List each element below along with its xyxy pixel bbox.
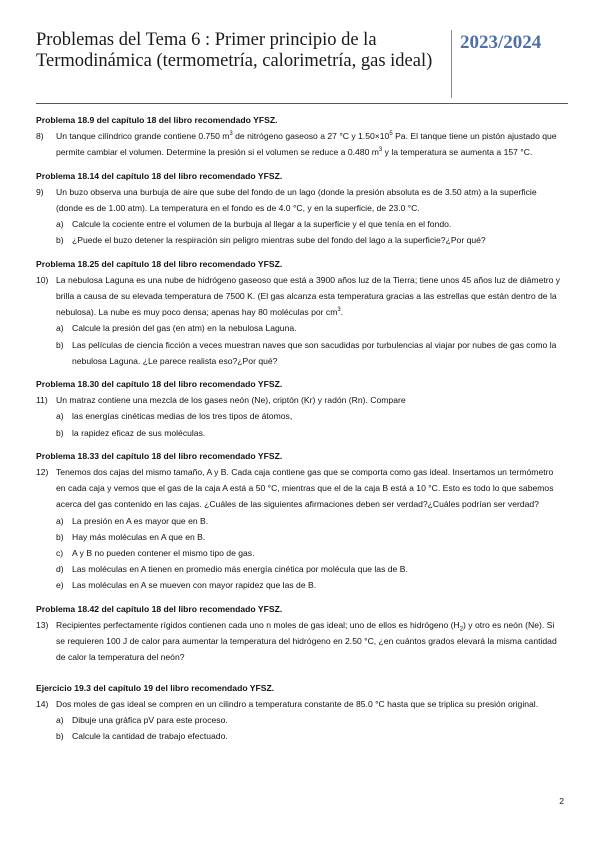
sub-label: d) xyxy=(56,564,64,575)
document-title: Problemas del Tema 6 : Primer principio de la Termodinámica (termometría, calorimetría, gas ideal) xyxy=(36,30,433,71)
sub-question xyxy=(36,320,564,336)
superscript: 3 xyxy=(337,307,341,314)
sub-text: Calcule la cantidad de trabajo efectuado. xyxy=(72,731,228,742)
subscript: 2 xyxy=(459,626,464,633)
problem-text: Un tanque cilíndrico grande contiene 0.750 m xyxy=(56,131,230,142)
sub-question xyxy=(36,577,564,593)
problem-heading: Problema 18.33 del capítulo 18 del libro recomendado YFSZ. xyxy=(36,450,283,461)
problem-heading: Problema 18.9 del capítulo 18 del libro recomendado YFSZ. xyxy=(36,115,278,125)
sub-text: ¿Puede el buzo detener la respiración sin peligro mientras sube del fondo del lago a la superficie?¿Por qué? xyxy=(72,235,486,246)
superscript: 3 xyxy=(378,147,383,154)
problem-item xyxy=(36,272,564,321)
problem-number: 10) xyxy=(36,274,49,285)
problem-item xyxy=(36,617,564,666)
problem-list xyxy=(36,112,564,744)
problem-number: 12) xyxy=(36,467,49,478)
problem-text: . xyxy=(340,307,344,318)
sub-text: Hay más moléculas en A que en B. xyxy=(72,531,206,542)
problem-text: Un buzo observa una burbuja de aire que sube del fondo de un lago (donde la presión absoluta es de 3.50 atm) a la superficie (donde es de 1.00 atm). La temperatura en el fondo es de 4.0 °C, y en la superficie, de 23.0 °C. xyxy=(56,186,537,214)
problem-item xyxy=(36,128,564,160)
sub-text: Las moléculas en A tienen en promedio más energía cinética por molécula que las de B. xyxy=(72,564,408,575)
sub-question xyxy=(36,337,564,369)
sub-text: Calcule la presión del gas (en atm) en la nebulosa Laguna. xyxy=(72,323,297,334)
sub-question xyxy=(36,545,564,561)
problem-item xyxy=(36,184,564,216)
sub-question xyxy=(36,712,564,728)
sub-question xyxy=(36,216,564,232)
sub-question xyxy=(36,529,564,545)
sub-label: a) xyxy=(56,219,64,230)
problem-number: 13) xyxy=(36,619,49,630)
sub-text: La presión en A es mayor que en B. xyxy=(72,515,209,526)
problem-heading: Problema 18.14 del capítulo 18 del libro recomendado YFSZ. xyxy=(36,170,283,181)
problem-heading: Ejercicio 19.3 del capítulo 19 del libro recomendado YFSZ. xyxy=(36,682,275,693)
sub-label: a) xyxy=(56,515,64,526)
problem-number: 14) xyxy=(36,698,49,709)
header-rule xyxy=(36,103,568,104)
problem-number: 8) xyxy=(36,131,44,142)
problem-item xyxy=(36,464,564,513)
sub-text: Las películas de ciencia ficción a veces muestran naves que son sacudidas por turbulencias al viajar por nubes de gas como la nebulosa Laguna. ¿Le parece realista eso?¿Por qué? xyxy=(72,339,557,366)
problem-text: Dos moles de gas ideal se compren en un cilindro a temperatura constante de 85.0 °C hasta que se triplica su presión original. xyxy=(56,698,539,709)
problem-heading: Problema 18.30 del capítulo 18 del libro recomendado YFSZ. xyxy=(36,379,283,390)
problem-text: Recipientes perfectamente rígidos contienen cada uno n moles de gas ideal; uno de ellos es hidrógeno (H xyxy=(56,619,460,630)
sub-text: Dibuje una gráfica pV para este proceso. xyxy=(72,714,228,725)
sub-label: b) xyxy=(56,731,64,742)
sub-text: las energías cinéticas medias de los tres tipos de átomos, xyxy=(72,411,293,422)
problem-text: Un matraz contiene una mezcla de los gases neón (Ne), criptón (Kr) y radón (Rn). Compare xyxy=(56,395,406,406)
problem-heading: Problema 18.25 del capítulo 18 del libro recomendado YFSZ. xyxy=(36,258,283,269)
problem-number: 11) xyxy=(36,395,48,406)
problem-heading: Problema 18.42 del capítulo 18 del libro recomendado YFSZ. xyxy=(36,603,283,614)
sub-question xyxy=(36,232,564,248)
superscript: 3 xyxy=(229,131,233,138)
sub-label: a) xyxy=(56,323,64,334)
sub-question xyxy=(36,513,564,529)
sub-label: a) xyxy=(56,411,64,422)
sub-label: b) xyxy=(56,339,64,350)
sub-question xyxy=(36,425,564,441)
sub-label: e) xyxy=(56,580,64,591)
page-header xyxy=(36,30,568,98)
sub-question xyxy=(36,728,564,744)
problem-text: de nitrógeno gaseoso a 27 °C y 1.50×10 xyxy=(232,131,390,142)
sub-label: b) xyxy=(56,235,64,246)
problem-item xyxy=(36,696,564,712)
problem-number: 9) xyxy=(36,186,44,197)
superscript: 5 xyxy=(389,131,393,138)
problem-item xyxy=(36,392,564,408)
sub-text: A y B no pueden contener el mismo tipo de gas. xyxy=(72,548,255,559)
problem-text: La nebulosa Laguna es una nube de hidrógeno gaseoso que está a 3900 años luz de la Tierra; tiene unos 45 años luz de diámetro y brilla a causa de su elevada temperatura de 7500 K. (El gas alcanza esta temperatura gracias a las estrellas que están dentro de la nebulosa). La nube es muy poco densa; apenas hay 80 moléculas por cm xyxy=(56,274,561,318)
sub-label: b) xyxy=(56,531,64,542)
problem-text: Pa. El tanque tiene un pistón ajustado que permite cambiar el volumen. Determine la presión si el volumen se reduce a 0.480 m xyxy=(56,131,557,158)
sub-text: la rapidez eficaz de sus moléculas. xyxy=(72,427,206,438)
problem-text: Tenemos dos cajas del mismo tamaño, A y B. Cada caja contiene gas que se comporta como gas ideal. Insertamos un termómetro en cada caja y vemos que el gas de la caja A está a 50 °C, mientras que el de la caja B está a 10 °C. Esto es todo lo que sabemos acerca del gas contenido en las cajas. ¿Cuáles de las siguientes afirmaciones deben ser verdad?¿Cuáles podrían ser verdad? xyxy=(56,467,554,510)
sub-label: a) xyxy=(56,714,64,725)
sub-question xyxy=(36,408,564,424)
sub-text: Calcule la cociente entre el volumen de la burbuja al llegar a la superficie y el que tenía en el fondo. xyxy=(72,219,452,230)
academic-year: 2023/2024 xyxy=(460,32,542,53)
page-number: 2 xyxy=(559,796,564,806)
sub-text: Las moléculas en A se mueven con mayor rapidez que las de B. xyxy=(72,580,317,591)
problem-text: y la temperatura se aumenta a 157 °C. xyxy=(382,147,533,158)
problem-text: ) y otro es neón (Ne). Si se requieren 100 J de calor para aumentar la temperatura del hidrógeno en 2.50 °C, ¿en cuántos grados elevará la misma cantidad de calor la temperatura del neón? xyxy=(56,619,557,663)
header-divider xyxy=(451,30,452,98)
sub-question xyxy=(36,561,564,577)
sub-label: b) xyxy=(56,427,64,438)
sub-label: c) xyxy=(56,548,64,559)
